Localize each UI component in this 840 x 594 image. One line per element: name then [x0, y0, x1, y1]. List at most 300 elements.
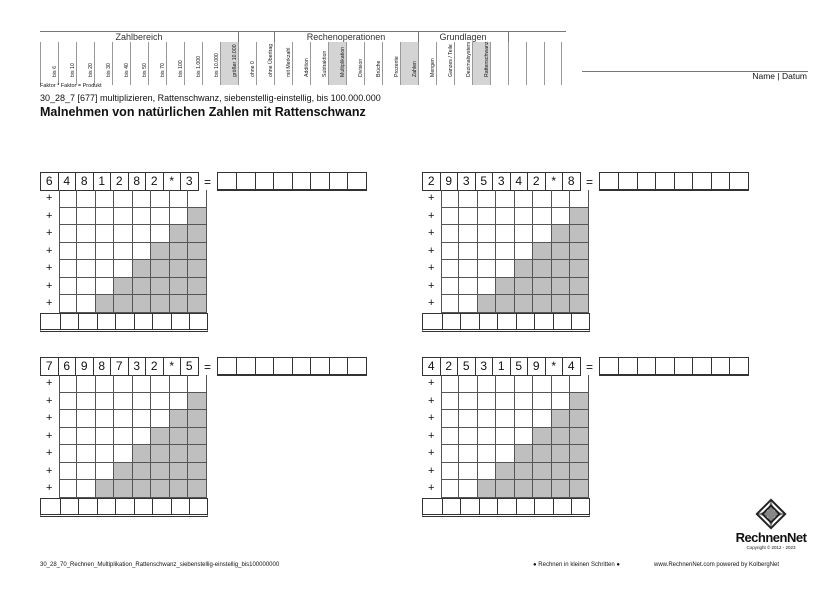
work-cell[interactable]: [496, 295, 515, 313]
work-cell[interactable]: [570, 480, 589, 498]
work-cell[interactable]: [77, 295, 96, 313]
work-cell[interactable]: [459, 463, 478, 481]
work-cell[interactable]: [478, 375, 497, 393]
work-cell[interactable]: [151, 295, 170, 313]
work-cell[interactable]: [533, 208, 552, 226]
work-cell[interactable]: [188, 445, 207, 463]
work-cell[interactable]: [570, 243, 589, 261]
work-cell[interactable]: [188, 278, 207, 296]
sum-row[interactable]: [422, 498, 590, 517]
sum-cell[interactable]: [115, 499, 134, 514]
work-cell[interactable]: [533, 393, 552, 411]
work-cell[interactable]: [441, 410, 460, 428]
work-cell[interactable]: [515, 480, 534, 498]
work-cell[interactable]: [478, 278, 497, 296]
sum-cell[interactable]: [442, 499, 461, 514]
sum-cell[interactable]: [460, 314, 479, 329]
work-cell[interactable]: [533, 243, 552, 261]
sum-cell[interactable]: [571, 499, 590, 514]
work-cell[interactable]: [515, 375, 534, 393]
work-cell[interactable]: [478, 428, 497, 446]
sum-cell[interactable]: [442, 314, 461, 329]
work-cell[interactable]: [552, 393, 571, 411]
work-cell[interactable]: [188, 428, 207, 446]
work-cell[interactable]: [552, 295, 571, 313]
work-cell[interactable]: [570, 225, 589, 243]
work-cell[interactable]: [114, 463, 133, 481]
work-cell[interactable]: [59, 243, 78, 261]
work-cell[interactable]: [459, 480, 478, 498]
work-cell[interactable]: [133, 260, 152, 278]
work-cell[interactable]: [478, 445, 497, 463]
work-cell[interactable]: [77, 225, 96, 243]
answer-cell[interactable]: [218, 173, 237, 189]
work-cell[interactable]: [459, 410, 478, 428]
work-cell[interactable]: [570, 463, 589, 481]
work-cell[interactable]: [114, 375, 133, 393]
work-cell[interactable]: [459, 393, 478, 411]
work-cell[interactable]: [478, 208, 497, 226]
work-cell[interactable]: [188, 208, 207, 226]
work-cell[interactable]: [496, 428, 515, 446]
sum-row[interactable]: [40, 498, 208, 517]
answer-cell[interactable]: [255, 358, 274, 374]
answer-cell[interactable]: [711, 173, 730, 189]
work-cell[interactable]: [496, 393, 515, 411]
answer-cell[interactable]: [692, 173, 711, 189]
answer-cell[interactable]: [236, 358, 255, 374]
work-cell[interactable]: [133, 393, 152, 411]
work-cell[interactable]: [188, 375, 207, 393]
work-cell[interactable]: [96, 225, 115, 243]
work-cell[interactable]: [133, 463, 152, 481]
work-cell[interactable]: [151, 428, 170, 446]
work-cell[interactable]: [515, 295, 534, 313]
work-cell[interactable]: [59, 295, 78, 313]
work-cell[interactable]: [114, 295, 133, 313]
sum-cell[interactable]: [171, 499, 190, 514]
work-cell[interactable]: [77, 208, 96, 226]
work-cell[interactable]: [77, 463, 96, 481]
answer-cell[interactable]: [347, 173, 366, 189]
sum-cell[interactable]: [60, 314, 79, 329]
sum-cell[interactable]: [97, 314, 116, 329]
sum-cell[interactable]: [189, 499, 208, 514]
work-cell[interactable]: [151, 278, 170, 296]
work-cell[interactable]: [552, 428, 571, 446]
work-cell[interactable]: [114, 243, 133, 261]
work-cell[interactable]: [478, 393, 497, 411]
answer-boxes[interactable]: [599, 357, 749, 376]
sum-cell[interactable]: [497, 499, 516, 514]
sum-cell[interactable]: [553, 314, 572, 329]
work-cell[interactable]: [459, 225, 478, 243]
work-cell[interactable]: [459, 260, 478, 278]
work-cell[interactable]: [188, 463, 207, 481]
answer-cell[interactable]: [674, 173, 693, 189]
work-cell[interactable]: [114, 480, 133, 498]
sum-row[interactable]: [422, 313, 590, 332]
work-cell[interactable]: [188, 295, 207, 313]
work-cell[interactable]: [441, 393, 460, 411]
work-cell[interactable]: [188, 410, 207, 428]
work-cell[interactable]: [96, 243, 115, 261]
work-cell[interactable]: [77, 190, 96, 208]
work-cell[interactable]: [170, 375, 189, 393]
answer-cell[interactable]: [600, 173, 619, 189]
work-cell[interactable]: [478, 410, 497, 428]
work-cell[interactable]: [533, 190, 552, 208]
work-cell[interactable]: [77, 260, 96, 278]
work-cell[interactable]: [133, 410, 152, 428]
work-cell[interactable]: [133, 278, 152, 296]
work-cell[interactable]: [114, 428, 133, 446]
work-cell[interactable]: [96, 445, 115, 463]
work-cell[interactable]: [77, 375, 96, 393]
work-cell[interactable]: [496, 410, 515, 428]
sum-cell[interactable]: [60, 499, 79, 514]
work-cell[interactable]: [533, 410, 552, 428]
work-cell[interactable]: [151, 375, 170, 393]
work-cell[interactable]: [59, 393, 78, 411]
work-cell[interactable]: [459, 278, 478, 296]
work-cell[interactable]: [570, 190, 589, 208]
work-cell[interactable]: [459, 375, 478, 393]
answer-cell[interactable]: [637, 358, 656, 374]
work-cell[interactable]: [570, 410, 589, 428]
work-cell[interactable]: [170, 410, 189, 428]
work-cell[interactable]: [151, 260, 170, 278]
answer-boxes[interactable]: [599, 172, 749, 191]
work-cell[interactable]: [441, 225, 460, 243]
work-cell[interactable]: [151, 393, 170, 411]
work-cell[interactable]: [77, 278, 96, 296]
sum-cell[interactable]: [516, 499, 535, 514]
sum-cell[interactable]: [41, 314, 60, 329]
sum-cell[interactable]: [423, 499, 442, 514]
sum-cell[interactable]: [78, 499, 97, 514]
work-cell[interactable]: [533, 480, 552, 498]
answer-boxes[interactable]: [217, 172, 367, 191]
answer-cell[interactable]: [292, 358, 311, 374]
answer-cell[interactable]: [637, 173, 656, 189]
work-cell[interactable]: [515, 463, 534, 481]
work-cell[interactable]: [515, 278, 534, 296]
work-cell[interactable]: [515, 393, 534, 411]
work-cell[interactable]: [96, 480, 115, 498]
work-cell[interactable]: [459, 445, 478, 463]
work-cell[interactable]: [533, 295, 552, 313]
work-cell[interactable]: [151, 208, 170, 226]
sum-cell[interactable]: [134, 499, 153, 514]
work-cell[interactable]: [441, 243, 460, 261]
sum-cell[interactable]: [171, 314, 190, 329]
sum-cell[interactable]: [115, 314, 134, 329]
work-cell[interactable]: [552, 480, 571, 498]
answer-cell[interactable]: [674, 358, 693, 374]
work-cell[interactable]: [77, 243, 96, 261]
work-cell[interactable]: [59, 278, 78, 296]
work-cell[interactable]: [496, 208, 515, 226]
work-cell[interactable]: [515, 208, 534, 226]
answer-cell[interactable]: [273, 358, 292, 374]
work-cell[interactable]: [114, 260, 133, 278]
work-cell[interactable]: [533, 463, 552, 481]
work-cell[interactable]: [515, 410, 534, 428]
work-cell[interactable]: [59, 445, 78, 463]
work-cell[interactable]: [478, 463, 497, 481]
sum-cell[interactable]: [479, 314, 498, 329]
sum-cell[interactable]: [571, 314, 590, 329]
work-cell[interactable]: [96, 463, 115, 481]
work-cell[interactable]: [570, 295, 589, 313]
work-cell[interactable]: [496, 243, 515, 261]
work-cell[interactable]: [114, 190, 133, 208]
work-cell[interactable]: [496, 375, 515, 393]
work-cell[interactable]: [96, 295, 115, 313]
work-cell[interactable]: [552, 375, 571, 393]
work-cell[interactable]: [441, 480, 460, 498]
work-cell[interactable]: [459, 428, 478, 446]
sum-cell[interactable]: [152, 314, 171, 329]
work-cell[interactable]: [496, 463, 515, 481]
work-cell[interactable]: [114, 445, 133, 463]
work-cell[interactable]: [133, 225, 152, 243]
work-cell[interactable]: [114, 393, 133, 411]
work-cell[interactable]: [533, 260, 552, 278]
work-cell[interactable]: [552, 463, 571, 481]
work-cell[interactable]: [533, 375, 552, 393]
answer-cell[interactable]: [255, 173, 274, 189]
work-cell[interactable]: [496, 480, 515, 498]
answer-cell[interactable]: [310, 358, 329, 374]
sum-row[interactable]: [40, 313, 208, 332]
answer-cell[interactable]: [236, 173, 255, 189]
work-cell[interactable]: [459, 295, 478, 313]
work-cell[interactable]: [114, 225, 133, 243]
sum-cell[interactable]: [553, 499, 572, 514]
work-cell[interactable]: [552, 278, 571, 296]
work-cell[interactable]: [151, 445, 170, 463]
work-cell[interactable]: [570, 428, 589, 446]
work-cell[interactable]: [188, 243, 207, 261]
work-cell[interactable]: [533, 445, 552, 463]
work-cell[interactable]: [133, 243, 152, 261]
work-cell[interactable]: [441, 260, 460, 278]
work-cell[interactable]: [570, 445, 589, 463]
sum-cell[interactable]: [460, 499, 479, 514]
answer-cell[interactable]: [655, 358, 674, 374]
sum-cell[interactable]: [534, 499, 553, 514]
sum-cell[interactable]: [152, 499, 171, 514]
work-cell[interactable]: [96, 190, 115, 208]
work-cell[interactable]: [170, 480, 189, 498]
work-cell[interactable]: [96, 208, 115, 226]
sum-cell[interactable]: [516, 314, 535, 329]
work-cell[interactable]: [515, 225, 534, 243]
work-cell[interactable]: [552, 208, 571, 226]
work-cell[interactable]: [59, 410, 78, 428]
work-cell[interactable]: [459, 208, 478, 226]
work-cell[interactable]: [77, 410, 96, 428]
work-cell[interactable]: [478, 295, 497, 313]
work-cell[interactable]: [496, 278, 515, 296]
work-cell[interactable]: [59, 208, 78, 226]
work-cell[interactable]: [59, 225, 78, 243]
work-cell[interactable]: [441, 375, 460, 393]
work-cell[interactable]: [114, 410, 133, 428]
work-cell[interactable]: [59, 463, 78, 481]
sum-cell[interactable]: [97, 499, 116, 514]
work-cell[interactable]: [133, 428, 152, 446]
sum-cell[interactable]: [78, 314, 97, 329]
sum-cell[interactable]: [534, 314, 553, 329]
work-cell[interactable]: [533, 278, 552, 296]
answer-cell[interactable]: [292, 173, 311, 189]
work-cell[interactable]: [96, 375, 115, 393]
work-cell[interactable]: [133, 480, 152, 498]
work-cell[interactable]: [59, 375, 78, 393]
work-cell[interactable]: [151, 480, 170, 498]
work-cell[interactable]: [170, 393, 189, 411]
work-cell[interactable]: [570, 208, 589, 226]
work-cell[interactable]: [552, 190, 571, 208]
work-cell[interactable]: [496, 445, 515, 463]
answer-cell[interactable]: [655, 173, 674, 189]
work-cell[interactable]: [570, 393, 589, 411]
work-cell[interactable]: [441, 295, 460, 313]
answer-cell[interactable]: [347, 358, 366, 374]
work-cell[interactable]: [459, 243, 478, 261]
work-cell[interactable]: [59, 480, 78, 498]
work-cell[interactable]: [188, 190, 207, 208]
answer-cell[interactable]: [273, 173, 292, 189]
work-cell[interactable]: [478, 225, 497, 243]
answer-cell[interactable]: [329, 173, 348, 189]
answer-cell[interactable]: [329, 358, 348, 374]
work-cell[interactable]: [170, 463, 189, 481]
work-cell[interactable]: [77, 480, 96, 498]
work-cell[interactable]: [515, 260, 534, 278]
work-cell[interactable]: [570, 260, 589, 278]
work-cell[interactable]: [59, 428, 78, 446]
work-cell[interactable]: [77, 428, 96, 446]
work-cell[interactable]: [170, 445, 189, 463]
work-cell[interactable]: [133, 375, 152, 393]
work-cell[interactable]: [188, 225, 207, 243]
work-cell[interactable]: [496, 225, 515, 243]
answer-cell[interactable]: [218, 358, 237, 374]
work-cell[interactable]: [77, 393, 96, 411]
work-cell[interactable]: [77, 445, 96, 463]
answer-cell[interactable]: [618, 358, 637, 374]
work-cell[interactable]: [170, 190, 189, 208]
answer-cell[interactable]: [310, 173, 329, 189]
sum-cell[interactable]: [41, 499, 60, 514]
work-cell[interactable]: [552, 225, 571, 243]
work-cell[interactable]: [96, 260, 115, 278]
work-cell[interactable]: [170, 428, 189, 446]
work-cell[interactable]: [133, 445, 152, 463]
work-cell[interactable]: [170, 225, 189, 243]
sum-cell[interactable]: [423, 314, 442, 329]
work-cell[interactable]: [133, 208, 152, 226]
work-cell[interactable]: [441, 208, 460, 226]
work-cell[interactable]: [188, 480, 207, 498]
work-cell[interactable]: [151, 463, 170, 481]
work-cell[interactable]: [552, 243, 571, 261]
answer-cell[interactable]: [618, 173, 637, 189]
work-cell[interactable]: [441, 278, 460, 296]
work-cell[interactable]: [170, 243, 189, 261]
work-cell[interactable]: [478, 190, 497, 208]
work-cell[interactable]: [114, 208, 133, 226]
answer-cell[interactable]: [711, 358, 730, 374]
answer-cell[interactable]: [729, 173, 748, 189]
work-cell[interactable]: [170, 295, 189, 313]
work-cell[interactable]: [188, 260, 207, 278]
work-cell[interactable]: [151, 225, 170, 243]
work-cell[interactable]: [478, 243, 497, 261]
work-cell[interactable]: [170, 260, 189, 278]
work-cell[interactable]: [515, 243, 534, 261]
work-cell[interactable]: [552, 260, 571, 278]
work-cell[interactable]: [515, 445, 534, 463]
work-cell[interactable]: [170, 208, 189, 226]
work-cell[interactable]: [478, 260, 497, 278]
work-cell[interactable]: [496, 190, 515, 208]
work-cell[interactable]: [59, 190, 78, 208]
work-cell[interactable]: [496, 260, 515, 278]
sum-cell[interactable]: [479, 499, 498, 514]
work-cell[interactable]: [151, 243, 170, 261]
work-cell[interactable]: [170, 278, 189, 296]
work-cell[interactable]: [59, 260, 78, 278]
sum-cell[interactable]: [189, 314, 208, 329]
work-cell[interactable]: [133, 190, 152, 208]
work-cell[interactable]: [515, 190, 534, 208]
answer-cell[interactable]: [600, 358, 619, 374]
work-cell[interactable]: [151, 190, 170, 208]
answer-cell[interactable]: [692, 358, 711, 374]
sum-cell[interactable]: [134, 314, 153, 329]
work-cell[interactable]: [533, 225, 552, 243]
work-cell[interactable]: [96, 393, 115, 411]
answer-boxes[interactable]: [217, 357, 367, 376]
sum-cell[interactable]: [497, 314, 516, 329]
work-cell[interactable]: [151, 410, 170, 428]
work-cell[interactable]: [441, 428, 460, 446]
work-cell[interactable]: [441, 445, 460, 463]
answer-cell[interactable]: [729, 358, 748, 374]
work-cell[interactable]: [533, 428, 552, 446]
work-cell[interactable]: [441, 463, 460, 481]
work-cell[interactable]: [515, 428, 534, 446]
work-cell[interactable]: [114, 278, 133, 296]
work-cell[interactable]: [552, 410, 571, 428]
work-cell[interactable]: [96, 428, 115, 446]
work-cell[interactable]: [570, 278, 589, 296]
work-cell[interactable]: [441, 190, 460, 208]
work-cell[interactable]: [478, 480, 497, 498]
work-cell[interactable]: [96, 278, 115, 296]
work-cell[interactable]: [459, 190, 478, 208]
work-cell[interactable]: [552, 445, 571, 463]
work-cell[interactable]: [188, 393, 207, 411]
work-cell[interactable]: [133, 295, 152, 313]
work-cell[interactable]: [96, 410, 115, 428]
work-cell[interactable]: [570, 375, 589, 393]
